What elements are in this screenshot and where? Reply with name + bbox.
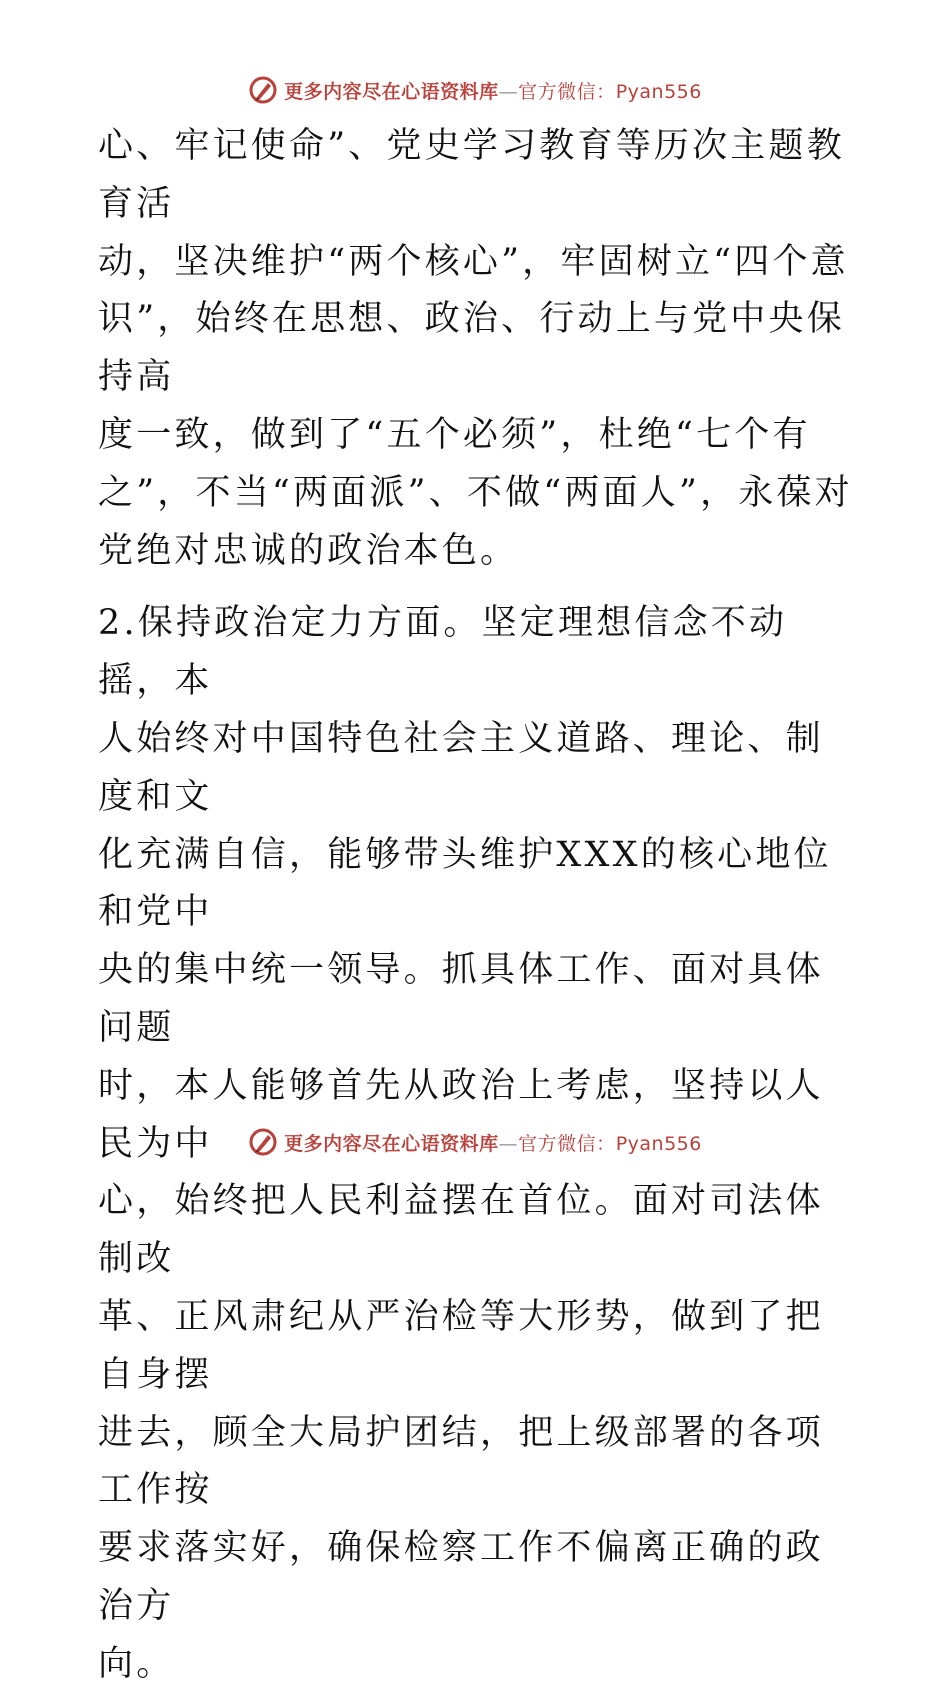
document-body (98, 118, 858, 1694)
paragraph-1: 心、牢记使命”、党史学习教育等历次主题教育活 动，坚决维护“两个核心”，牢固树立“四个意 识”，始终在思想、政治、行动上与党中央保持高 度一致，做到了“五个必须”，杜绝“七个有 之”，不当“两面派”、不做“两面人”，永葆对 党绝对忠诚的政治本色。 (98, 126, 853, 571)
header-watermark-text (284, 77, 702, 104)
footer-account: Pyan556 (615, 1132, 702, 1155)
pen-circle-logo-icon (248, 75, 278, 105)
header-dash: — (498, 80, 519, 103)
footer-brand: 更多内容尽在心语资料库 (284, 1132, 499, 1155)
footer-dash: — (498, 1132, 519, 1155)
footer-watermark-text (284, 1129, 702, 1156)
header-label: 官方微信： (518, 80, 616, 103)
header-brand: 更多内容尽在心语资料库 (284, 80, 499, 103)
paragraph-2: 2.保持政治定力方面。坚定理想信念不动摇，本 人始终对中国特色社会主义道路、理论、制度和文 化充满自信，能够带头维护XXX的核心地位和党中 央的集中统一领导。抓具体工作、面对具体问题 时，本人能够首先从政治上考虑，坚持以人民为中 心，始终把人民利益摆在首位。面对司法体制改 革、正风肃纪从严治检等大形势，做到了把自身摆 进去，顾全大局护团结，把上级部署的各项工作按 要求落实好，确保检察工作不偏离正确的政治方 向。 (98, 603, 832, 1684)
footer-watermark (0, 1124, 950, 1160)
header-watermark (0, 72, 950, 108)
header-account: Pyan556 (615, 80, 702, 103)
footer-label: 官方微信： (518, 1132, 616, 1155)
pen-circle-logo-icon (248, 1127, 278, 1157)
